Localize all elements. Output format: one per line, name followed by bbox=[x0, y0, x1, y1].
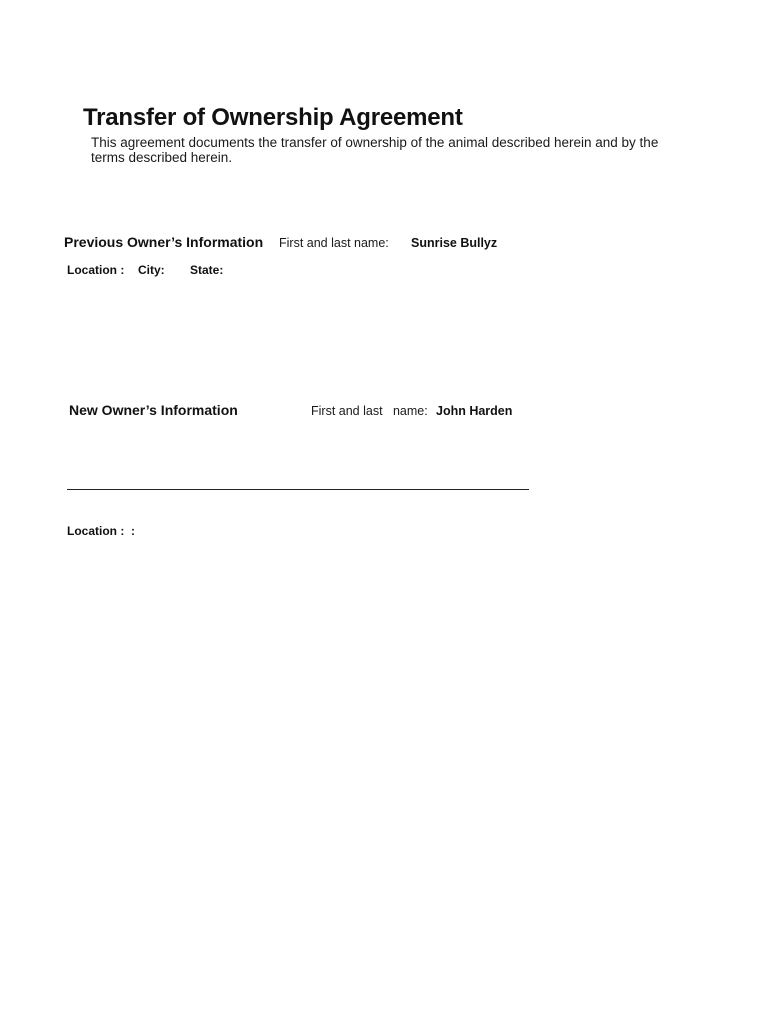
previous-owner-heading: Previous Owner’s Information bbox=[64, 234, 264, 250]
new-owner-name-label: First and last name: bbox=[311, 404, 428, 418]
new-owner-heading: New Owner’s Information bbox=[69, 402, 238, 418]
new-owner-name-value: John Harden bbox=[436, 404, 513, 418]
new-owner-location-label: Location : : bbox=[67, 524, 135, 538]
previous-owner-state-label: State: bbox=[190, 263, 224, 277]
previous-owner-city-label: City: bbox=[138, 263, 165, 277]
previous-owner-location-label: Location : bbox=[67, 263, 125, 277]
intro-paragraph: This agreement documents the transfer of ownership of the animal described herein and by the terms described herein. bbox=[91, 135, 659, 165]
previous-owner-name-label: First and last name: bbox=[279, 236, 389, 250]
document-title: Transfer of Ownership Agreement bbox=[83, 104, 463, 131]
signature-line bbox=[67, 489, 529, 490]
previous-owner-name-value: Sunrise Bullyz bbox=[411, 236, 498, 250]
